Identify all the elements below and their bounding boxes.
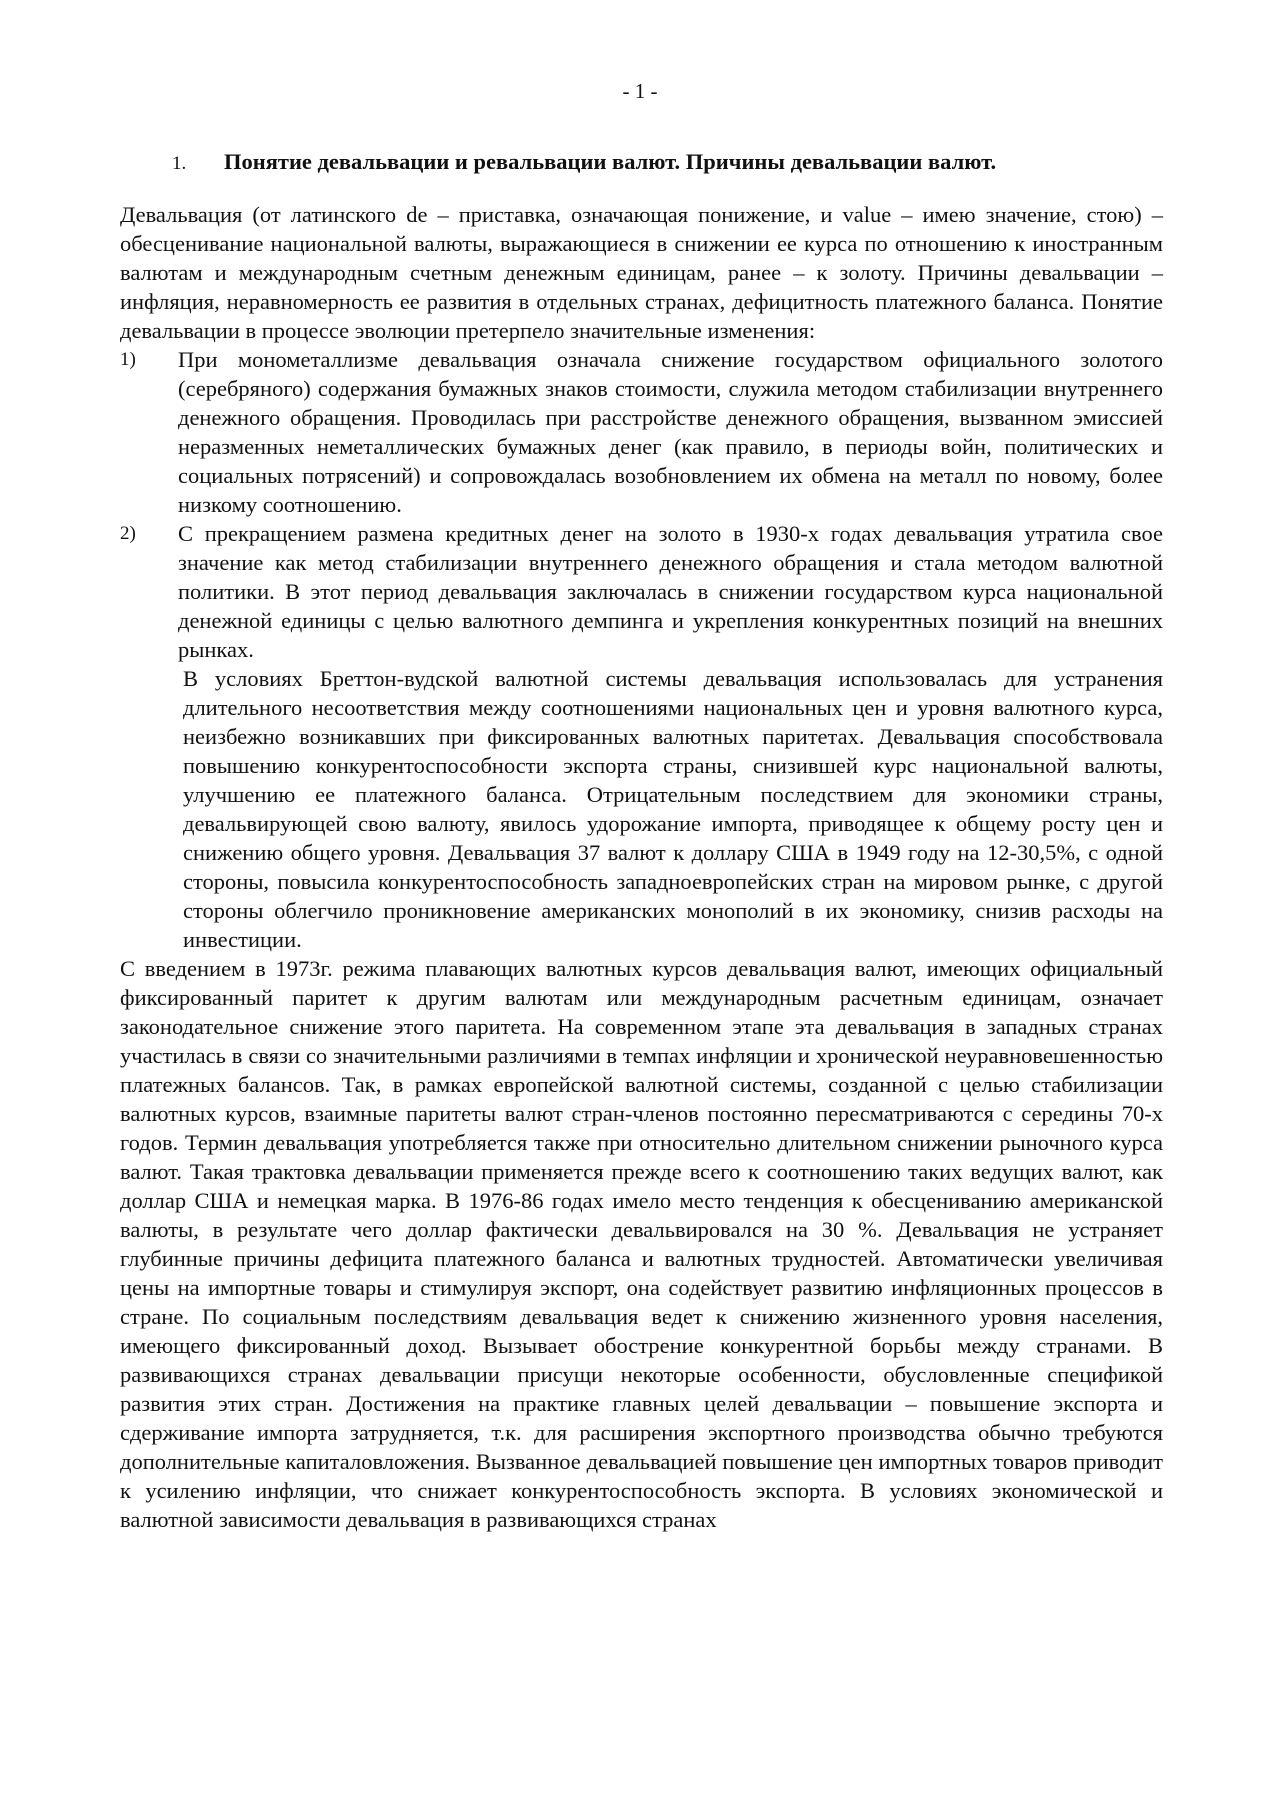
list-item-1: [120, 345, 1163, 519]
section-heading: [172, 148, 1172, 178]
intro-paragraph: Девальвация (от латинского de – приставка, означающая понижение, и value – имею значение, стою) – обесценивание национальной валюты, выражающиеся в снижении ее курса по отношению к иностранным валютам и международным счетным денежным единицам, ранее – к золоту. Причины девальвации – инфляция, неравномерность ее развития в отдельных странах, дефицитность платежного баланса. Понятие девальвации в процессе эволюции претерпело значительные изменения:: [120, 202, 1163, 343]
floating-rates-paragraph: С введением в 1973г. режима плавающих валютных курсов девальвация валют, имеющих официальный фиксированный паритет к другим валютам или международным расчетным единицам, означает законодательное снижение этого паритета. На современном этапе эта девальвация в западных странах участилась в связи со значительными различиями в темпах инфляции и хронической неуравновешенностью платежных балансов. Так, в рамках европейской валютной системы, созданной с целью стабилизации валютных курсов, взаимные паритеты валют стран-членов постоянно пересматриваются с середины 70-х годов. Термин девальвация употребляется также при относительно длительном снижении рыночного курса валют. Такая трактовка девальвации применяется прежде всего к соотношению таких ведущих валют, как доллар США и немецкая марка. В 1976-86 годах имело место тенденция к обесцениванию американской валюты, в результате чего доллар фактически девальвировался на 30 %. Девальвация не устраняет глубинные причины дефицита платежного баланса и валютных трудностей. Автоматически увеличивая цены на импортные товары и стимулируя экспорт, она содействует развитию инфляционных процессов в стране. По социальным последствиям девальвация ведет к снижению жизненного уровня населения, имеющего фиксированный доход. Вызывает обострение конкурентной борьбы между странами. В развивающихся странах девальвации присущи некоторые особенности, обусловленные спецификой развития этих стран. Достижения на практике главных целей девальвации – повышение экспорта и сдерживание импорта затрудняется, т.к. для расширения экспортного производства обычно требуются дополнительные капиталовложения. Вызванное девальвацией повышение цен импортных товаров приводит к усилению инфляции, что снижает конкурентоспособность экспорта. В условиях экономической и валютной зависимости девальвация в развивающихся странах: [120, 956, 1163, 1532]
list-item-1-text: При монометаллизме девальвация означала снижение государством официального золотого (серебряного) содержания бумажных знаков стоимости, служила методом стабилизации внутреннего денежного обращения. Проводилась при расстройстве денежного обращения, вызванном эмиссией неразменных неметаллических бумажных денег (как правило, в периоды войн, политических и социальных потрясений) и сопровождалась возобновлением их обмена на металл по новому, более низкому соотношению.: [178, 347, 1163, 517]
heading-number: 1.: [172, 153, 187, 174]
page-number: - 1 -: [622, 79, 658, 103]
list-item-2: [120, 519, 1163, 664]
list-item-2-text: С прекращением размена кредитных денег на золото в 1930-х годах девальвация утратила свое значение как метод стабилизации внутреннего денежного обращения и стала методом валютной политики. В этот период девальвация заключалась в снижении государством курса национальной денежной единицы с целью валютного демпинга и укрепления конкурентных позиций на внешних рынках.: [178, 521, 1163, 662]
list-item-2-number: 2): [120, 523, 136, 544]
heading-title: Понятие девальвации и ревальвации валют. Причины девальвации валют.: [224, 149, 997, 174]
bretton-woods-paragraph: В условиях Бреттон-вудской валютной системы девальвация использовалась для устранения длительного несоответствия между соотношениями национальных цен и уровня валютного курса, неизбежно возникавших при фиксированных валютных паритетах. Девальвация способствовала повышению конкурентоспособности экспорта страны, снизившей курс национальной валюты, улучшению ее платежного баланса. Отрицательным последствием для экономики страны, девальвирующей свою валюту, явилось удорожание импорта, приводящее к общему росту цен и снижению общего уровня. Девальвация 37 валют к доллару США в 1949 году на 12-30,5%, с одной стороны, повысила конкурентоспособность западноевропейских стран на мировом рынке, с другой стороны облегчило проникновение американских монополий в их экономику, снизив расходы на инвестиции.: [183, 666, 1163, 952]
list-item-1-number: 1): [120, 349, 136, 370]
document-body: [120, 200, 1163, 1534]
